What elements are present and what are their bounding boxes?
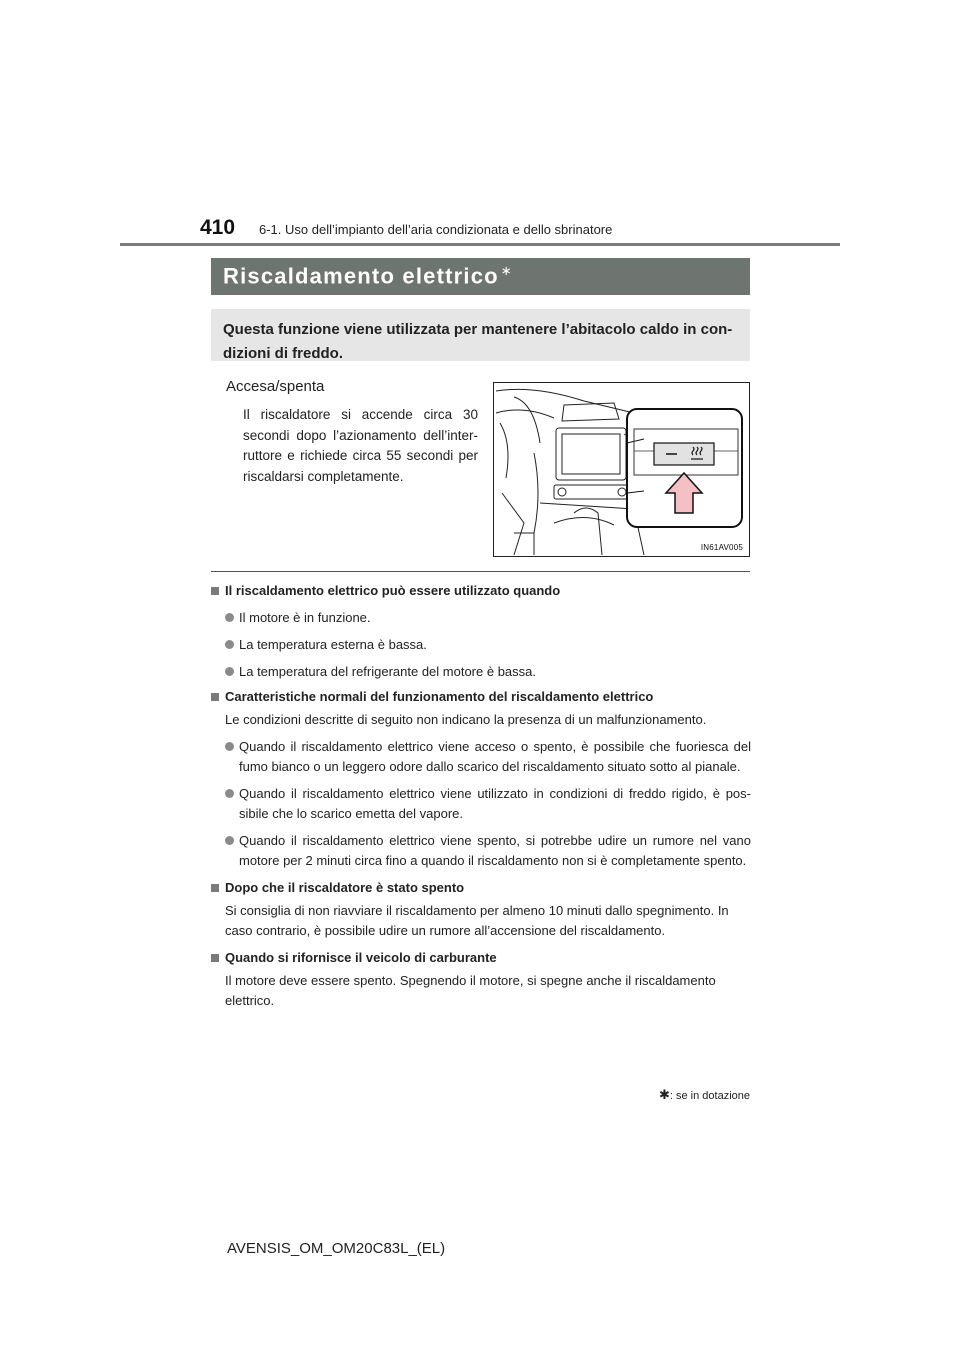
title-bar: [211, 258, 750, 295]
note-heading: Il riscaldamento elettrico può essere utilizzato quando: [211, 581, 751, 601]
figure-code: IN61AV005: [700, 543, 743, 552]
list-item: Il motore è in funzione.: [211, 608, 751, 628]
dashboard-drawing: [494, 383, 749, 556]
list-item: La temperatura esterna è bassa.: [211, 635, 751, 655]
list-item: Quando il riscaldamento elettrico viene spento, si potrebbe udire un rumore nel vano motore per 2 minuti circa fino a quando il riscaldamento non si è completamente spento.: [211, 831, 751, 871]
seat-heater-switch: [654, 443, 714, 465]
subsection-text: Il riscaldatore si accende circa 30 secondi dopo l’azionamento dell’inter-ruttore e richiede circa 55 secondi per riscaldarsi completamente.: [243, 407, 478, 484]
list-item: Quando il riscaldamento elettrico viene acceso o spento, è possibile che fuoriesca del fumo bianco o un leggero odore dallo scarico del riscaldamento situato sotto al pianale.: [211, 737, 751, 777]
note-text: Le condizioni descritte di seguito non indicano la presenza di un malfunzionamento.: [225, 712, 707, 727]
asterisk-icon: ✱: [658, 1087, 670, 1102]
notes: [211, 581, 751, 1011]
list-item: Quando il riscaldamento elettrico viene utilizzato in condizioni di freddo rigido, è pos-sibile che lo scarico emetta del vapore.: [211, 784, 751, 824]
footnote: ✱: se in dotazione: [658, 1087, 750, 1102]
note-heading: Dopo che il riscaldatore è stato spento: [211, 878, 751, 898]
dashboard-illustration: [493, 382, 750, 557]
page-title: Riscaldamento elettrico ∗: [223, 263, 513, 289]
note-heading: Caratteristiche normali del funzionamento del riscaldamento elettrico: [211, 687, 751, 707]
intro-box: Questa funzione viene utilizzata per mantenere l’abitacolo caldo in con-dizioni di freddo.: [211, 309, 750, 361]
page-number: 410: [200, 216, 236, 239]
header-rule: [120, 243, 840, 246]
note-heading: Quando si rifornisce il veicolo di carburante: [211, 948, 751, 968]
document-code: AVENSIS_OM_OM20C83L_(EL): [227, 1240, 446, 1257]
list-item: La temperatura del refrigerante del motore è bassa.: [211, 662, 751, 682]
subsection-title: Accesa/spenta: [226, 378, 325, 395]
section-rule: [211, 571, 750, 572]
note-text: Si consiglia di non riavviare il riscaldamento per almeno 10 minuti dallo spegnimento. In caso contrario, è possibile udire un rumore all’accensione del riscaldamento.: [225, 903, 729, 938]
section-header: 6-1. Uso dell’impianto dell’aria condizionata e dello sbrinatore: [259, 222, 613, 237]
optional-marker: ∗: [500, 263, 513, 279]
note-text: Il motore deve essere spento. Spegnendo il motore, si spegne anche il riscaldamento elettrico.: [225, 973, 716, 1008]
